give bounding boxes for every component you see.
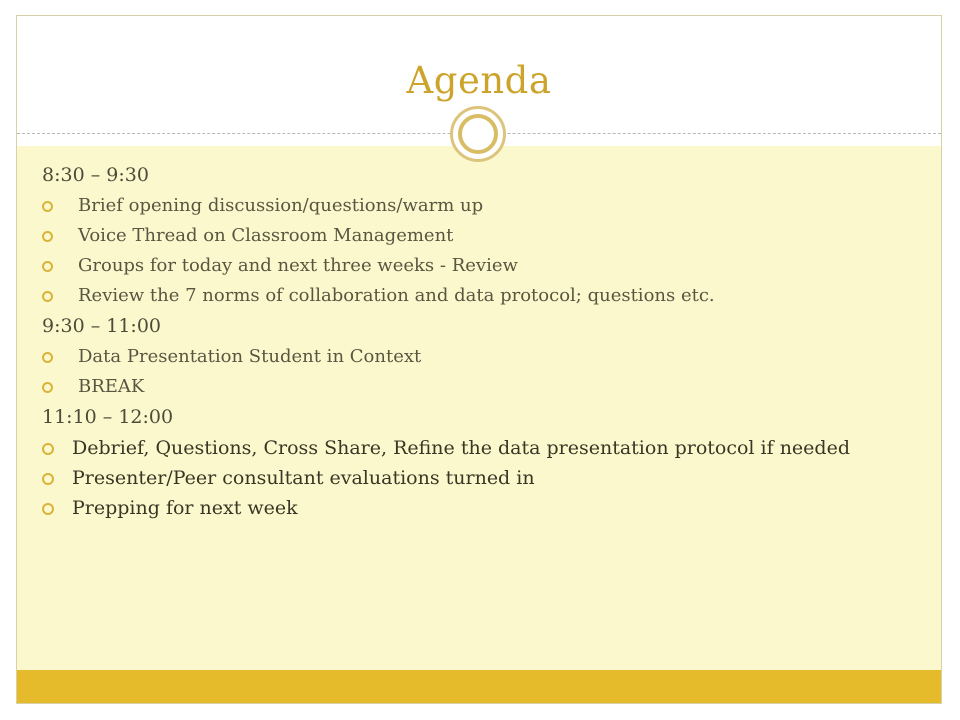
- bullet-ring-icon: [42, 231, 53, 242]
- agenda-item-text: BREAK: [78, 376, 145, 397]
- agenda-item-text: Voice Thread on Classroom Management: [78, 225, 454, 246]
- circle-ornament-icon: [450, 106, 506, 162]
- slide-title: Agenda: [406, 59, 552, 102]
- agenda-item-text: Review the 7 norms of collaboration and data protocol; questions etc.: [78, 285, 715, 306]
- agenda-item-text: Groups for today and next three weeks - Review: [78, 255, 518, 276]
- agenda-body: [42, 160, 922, 527]
- agenda-item: [42, 221, 922, 251]
- footer-band: [17, 670, 941, 703]
- agenda-item: [42, 467, 922, 489]
- time-heading: 8:30 – 9:30: [42, 164, 149, 186]
- bullet-ring-icon: [42, 503, 54, 515]
- agenda-item: [42, 372, 922, 402]
- agenda-item: [42, 497, 922, 519]
- agenda-item-text: Data Presentation Student in Context: [78, 346, 422, 367]
- time-heading: 9:30 – 11:00: [42, 315, 162, 337]
- agenda-item: [42, 281, 922, 311]
- agenda-item-text: Debrief, Questions, Cross Share, Refine the data presentation protocol if needed: [72, 437, 850, 459]
- bullet-ring-icon: [42, 291, 53, 302]
- agenda-item-text: Prepping for next week: [72, 497, 298, 519]
- agenda-item: [42, 251, 922, 281]
- circle-ornament-inner: [458, 114, 498, 154]
- agenda-item: [42, 191, 922, 221]
- agenda-item-text: Presenter/Peer consultant evaluations turned in: [72, 467, 535, 489]
- bullet-ring-icon: [42, 352, 53, 363]
- bullet-ring-icon: [42, 201, 53, 212]
- time-heading: 11:10 – 12:00: [42, 406, 174, 428]
- agenda-item: [42, 437, 922, 459]
- bullet-ring-icon: [42, 473, 54, 485]
- agenda-item-text: Brief opening discussion/questions/warm up: [78, 195, 484, 216]
- bullet-ring-icon: [42, 443, 54, 455]
- bullet-ring-icon: [42, 261, 53, 272]
- bullet-ring-icon: [42, 382, 53, 393]
- agenda-item: [42, 342, 922, 372]
